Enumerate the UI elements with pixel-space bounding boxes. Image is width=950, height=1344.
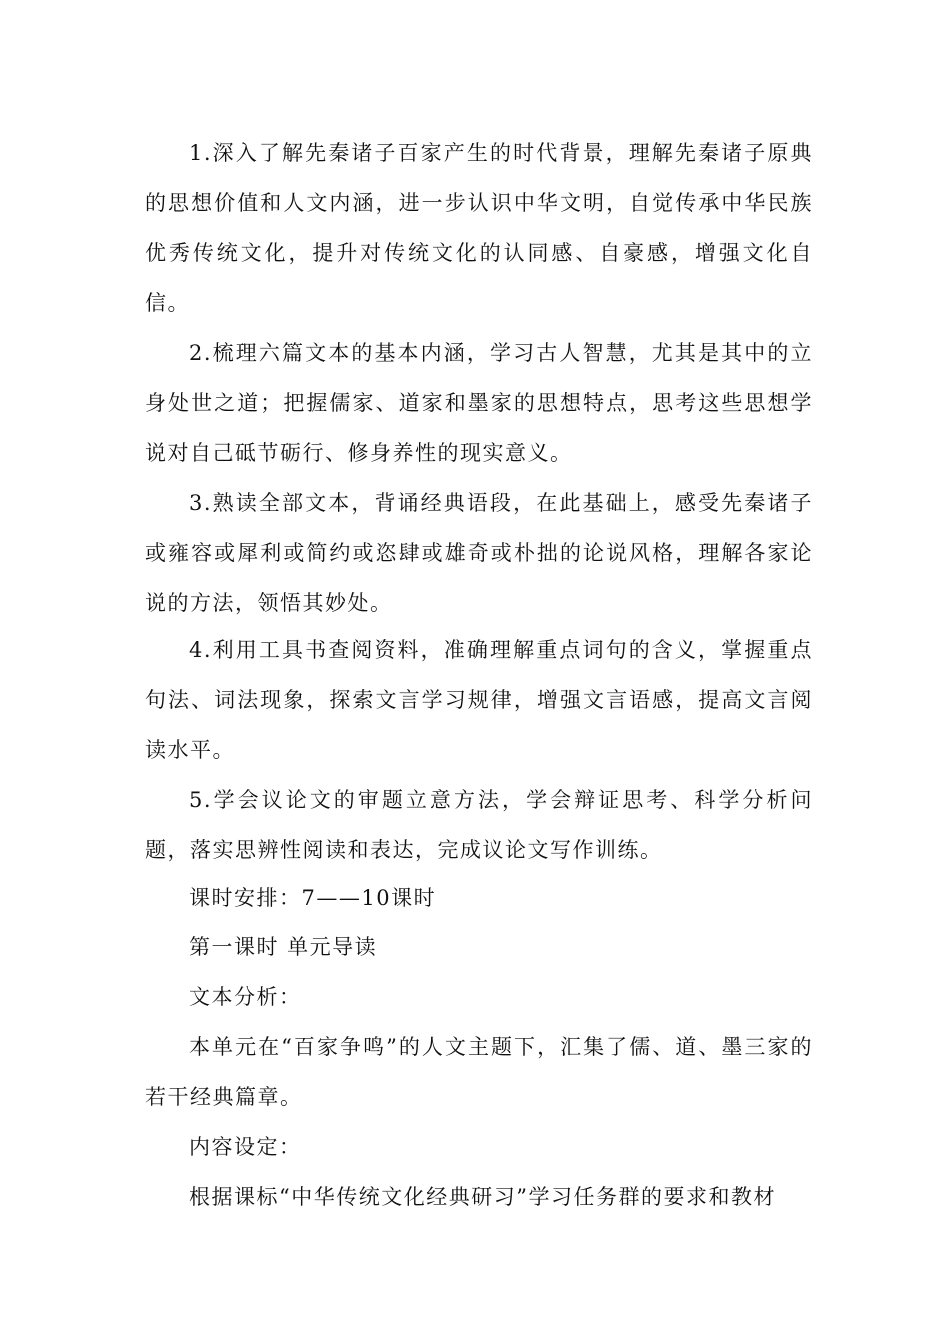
lesson-title: 第一课时 单元导读 — [189, 935, 378, 959]
content-body: 根据课标“中华传统文化经典研习”学习任务群的要求和教材 — [189, 1185, 776, 1209]
content-label: 内容设定： — [189, 1135, 302, 1159]
text-analysis-label: 文本分析： — [189, 985, 302, 1009]
objective-2: 2.梳理六篇文本的基本内涵，学习古人智慧，尤其是其中的立身处世之道；把握儒家、道家和墨家的思想特点，思考这些思想学说对自己砥节砺行、修身养性的现实意义。 — [145, 341, 813, 465]
objective-4: 4.利用工具书查阅资料，准确理解重点词句的含义，掌握重点句法、词法现象，探索文言学习规律，增强文言语感，提高文言阅读水平。 — [145, 638, 813, 762]
objective-3: 3.熟读全部文本，背诵经典语段，在此基础上，感受先秦诸子或雍容或犀利或简约或恣肆或雄奇或朴拙的论说风格，理解各家论说的方法，领悟其妙处。 — [145, 491, 813, 615]
schedule-line: 课时安排：7——10课时 — [189, 886, 437, 910]
text-analysis-body: 本单元在“百家争鸣”的人文主题下，汇集了儒、道、墨三家的若干经典篇章。 — [145, 1035, 813, 1109]
objective-5: 5.学会议论文的审题立意方法，学会辩证思考、科学分析问题，落实思辨性阅读和表达，完成议论文写作训练。 — [145, 788, 813, 862]
objective-1: 1.深入了解先秦诸子百家产生的时代背景，理解先秦诸子原典的思想价值和人文内涵，进一步认识中华文明，自觉传承中华民族优秀传统文化，提升对传统文化的认同感、自豪感，增强文化自信。 — [145, 141, 813, 315]
